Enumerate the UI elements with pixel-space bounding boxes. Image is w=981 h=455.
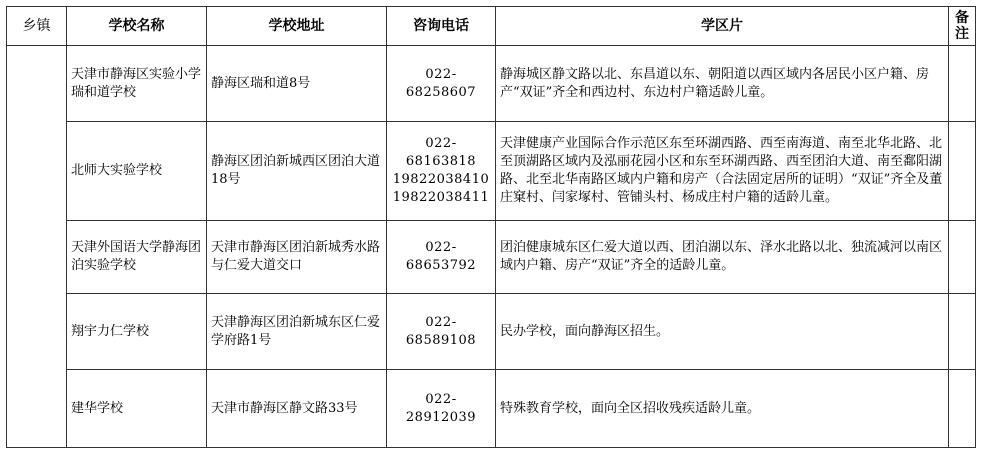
- phone-number: 022-68258607: [405, 66, 477, 100]
- district-cell: 天津健康产业国际合作示范区东至环湖西路、西至南海道、南至北华北路、北至顶湖路区域内及泓丽花园小区和东至环湖西路、西至团泊大道、南至鄱阳湖路、北至北华南路区域内户籍和房产（合法固定居所的证明）“双证”齐全及董庄窠村、闫家塚村、管铺头村、杨成庄村户籍的适龄儿童。: [496, 122, 949, 221]
- school-district-table: [6, 6, 976, 448]
- phone-cell: [387, 221, 496, 294]
- phone-cell: [387, 294, 496, 370]
- header-note: 备注: [949, 7, 976, 46]
- district-cell: 静海城区静文路以北、东昌道以东、朝阳道以西区域内各居民小区户籍、房产“双证”齐全和西边村、东边村户籍适龄儿童。: [496, 46, 949, 122]
- phone-cell: [387, 122, 496, 221]
- header-town: 乡镇: [7, 7, 67, 46]
- district-cell: 特殊教育学校，面向全区招收残疾适龄儿童。: [496, 370, 949, 448]
- school-address-cell: 静海区瑞和道8号: [207, 46, 387, 122]
- district-cell: 民办学校，面向静海区招生。: [496, 294, 949, 370]
- school-name-cell: 建华学校: [67, 370, 207, 448]
- phone-number: 19822038411: [392, 190, 490, 205]
- table-row: [7, 221, 976, 294]
- phone-number: 022-68589108: [405, 314, 477, 348]
- district-cell: 团泊健康城东区仁爱大道以西、团泊湖以东、泽水北路以北、独流减河以南区域内户籍、房产“双证”齐全的适龄儿童。: [496, 221, 949, 294]
- header-school-address: 学校地址: [207, 7, 387, 46]
- note-cell: [949, 221, 976, 294]
- school-name-cell: 北师大实验学校: [67, 122, 207, 221]
- note-cell: [949, 370, 976, 448]
- table-row: [7, 370, 976, 448]
- note-cell: [949, 294, 976, 370]
- school-name-cell: 翔宇力仁学校: [67, 294, 207, 370]
- phone-number: 19822038410: [392, 172, 490, 187]
- phone-number: 022-68163818: [405, 136, 477, 169]
- phone-cell: [387, 370, 496, 448]
- school-name-cell: 天津市静海区实验小学瑞和道学校: [67, 46, 207, 122]
- table-row: [7, 294, 976, 370]
- phone-number: 022-28912039: [405, 391, 477, 425]
- table-row: [7, 122, 976, 221]
- school-address-cell: 天津市静海区静文路33号: [207, 370, 387, 448]
- table-header-row: [7, 7, 976, 46]
- town-cell: [7, 46, 67, 448]
- header-district: 学区片: [496, 7, 949, 46]
- phone-cell: [387, 46, 496, 122]
- table-row: [7, 46, 976, 122]
- header-phone: 咨询电话: [387, 7, 496, 46]
- school-name-cell: 天津外国语大学静海团泊实验学校: [67, 221, 207, 294]
- note-cell: [949, 122, 976, 221]
- note-cell: [949, 46, 976, 122]
- header-school-name: 学校名称: [67, 7, 207, 46]
- phone-number: 022-68653792: [405, 240, 477, 273]
- school-address-cell: 天津静海区团泊新城东区仁爱学府路1号: [207, 294, 387, 370]
- school-address-cell: 天津市静海区团泊新城秀水路与仁爱大道交口: [207, 221, 387, 294]
- school-address-cell: 静海区团泊新城西区团泊大道18号: [207, 122, 387, 221]
